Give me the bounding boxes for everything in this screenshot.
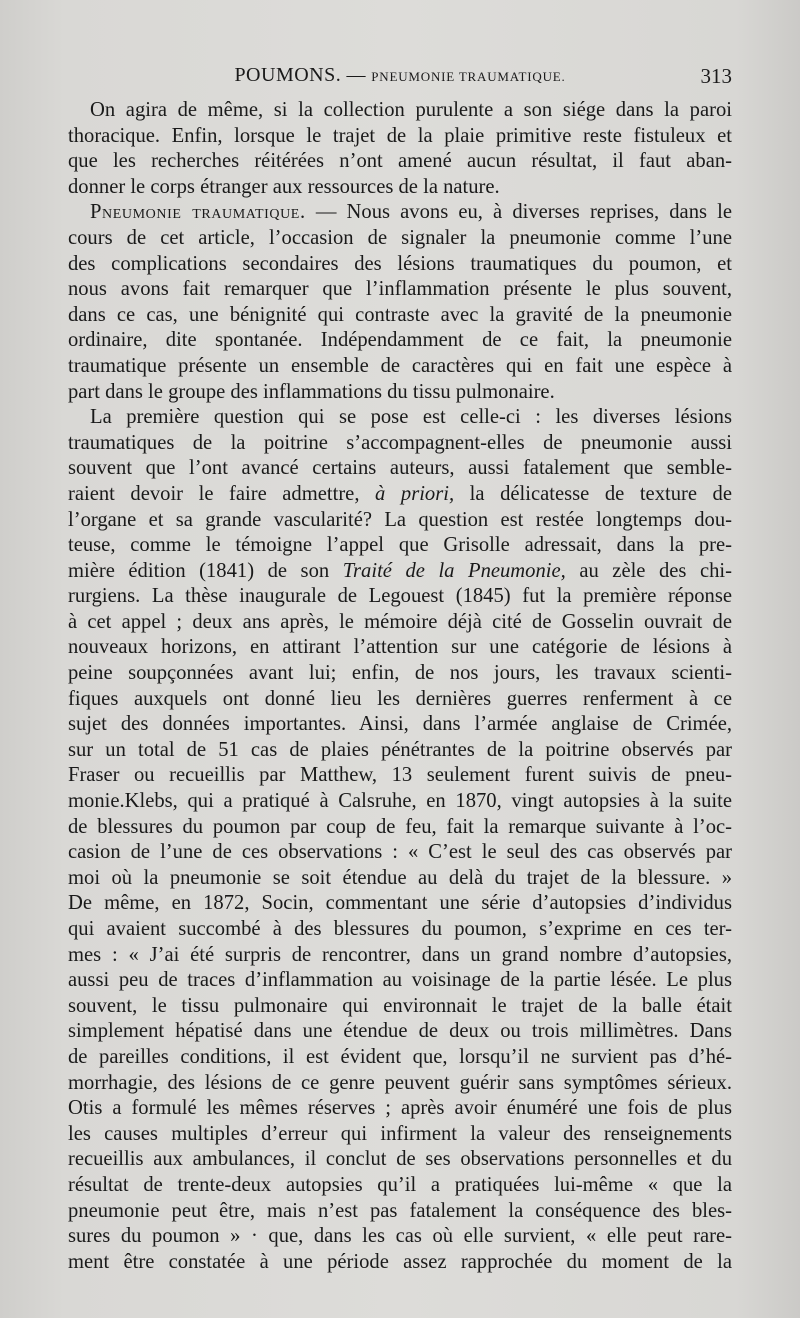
section-heading: Pneumonie traumatique.	[90, 201, 306, 224]
text-line: mes : « J’ai été surpris de rencontrer, dans un grand nombre d’autopsies,	[68, 943, 732, 966]
text-line: nouveaux horizons, en attirant l’attention sur une catégorie de lésions à	[68, 636, 732, 659]
text-line: morrhagie, des lésions de ce genre peuvent guérir sans symptômes sérieux.	[68, 1071, 732, 1094]
text-line: l’organe et sa grande vascularité? La question est restée longtemps dou-	[68, 508, 732, 531]
text-line: ment être constatée à une période assez rapprochée du moment de la	[68, 1250, 732, 1273]
text-line	[68, 200, 732, 226]
text-span: mière édition (1841) de son	[68, 559, 330, 582]
italic-title: Traité de la Pneumonie,	[342, 559, 566, 582]
italic-phrase: à priori,	[375, 482, 455, 505]
text-line	[68, 559, 732, 585]
text-line: rurgiens. La thèse inaugurale de Legouest (1845) fut la première réponse	[68, 585, 732, 608]
text-span: au zèle des chi-	[565, 559, 732, 582]
text-line: des complications secondaires des lésions traumatiques du poumon, et	[68, 252, 732, 275]
text-line: pneumonie peut être, mais n’est pas fatalement la conséquence des bles-	[68, 1199, 732, 1222]
text-line: simplement hépatisé dans une étendue de deux ou trois millimètres. Dans	[68, 1020, 732, 1043]
text-line: Fraser ou recueillis par Matthew, 13 seulement furent suivis de pneu-	[68, 764, 732, 787]
text-line: sures du poumon » · que, dans les cas où elle survient, « elle peut rare-	[68, 1225, 732, 1248]
text-line: monie.Klebs, qui a pratiqué à Calsruhe, en 1870, vingt autopsies à la suite	[68, 790, 732, 813]
text-line: On agira de même, si la collection purulente a son siége dans la paroi	[90, 99, 732, 121]
text-line: qui avaient succombé à des blessures du poumon, s’exprime en ces ter-	[68, 918, 732, 940]
running-header	[68, 64, 732, 94]
text-line: de blessures du poumon par coup de feu, fait la remarque suivante à l’oc-	[68, 815, 732, 838]
text-line: ordinaire, dite spontanée. Indépendamment de ce fait, la pneumonie	[68, 329, 732, 352]
running-title-dash: —	[341, 65, 372, 86]
text-line: résultat de trente-deux autopsies qu’il a pratiquées lui-même « que la	[68, 1173, 732, 1196]
text-line: casion de l’une de ces observations : « C’est le seul des cas observés par	[68, 841, 732, 864]
running-title-main: POUMONS.	[234, 64, 342, 86]
text-line	[68, 482, 732, 508]
text-line: Otis a formulé les mêmes réserves ; après avoir énuméré une fois de plus	[68, 1097, 732, 1120]
text-line: part dans le groupe des inflammations du tissu pulmonaire.	[68, 380, 555, 403]
page-number: 313	[700, 64, 732, 88]
text-line: souvent que l’ont avancé certains auteurs, aussi fatalement que semble-	[68, 457, 732, 480]
text-line: de pareilles conditions, il est évident que, lorsqu’il ne survient pas d’hé-	[68, 1045, 732, 1068]
text-line: cours de cet article, l’occasion de signaler la pneumonie comme l’une	[68, 226, 732, 249]
running-title	[68, 64, 732, 87]
body-text	[68, 98, 732, 1275]
text-line: à cet appel ; deux ans après, le mémoire déjà cité de Gosselin ouvrait de	[68, 610, 732, 633]
text-line: recueillis aux ambulances, il conclut de ses observations personnelles et du	[68, 1148, 732, 1171]
text-line: thoracique. Enfin, lorsque le trajet de la plaie primitive reste fistuleux et	[68, 124, 732, 147]
text-line: dans ce cas, une bénignité qui contraste avec la gravité de la pneumonie	[68, 303, 732, 326]
text-line: traumatique présente un ensemble de caractères qui en fait une espèce à	[68, 354, 732, 377]
text-line: traumatiques de la poitrine s’accompagnent-elles de pneumonie aussi	[68, 431, 732, 454]
text-line: aussi peu de traces d’inflammation au voisinage de la partie lésée. Le plus	[68, 969, 732, 992]
running-title-sub: PNEUMONIE TRAUMATIQUE.	[371, 69, 566, 84]
text-line: moi où la pneumonie se soit étendue au delà du trajet de la blessure. »	[68, 866, 732, 889]
text-line: teuse, comme le témoigne l’appel que Grisolle adressait, dans la pre-	[68, 534, 732, 557]
text-line: sujet des données importantes. Ainsi, dans l’armée anglaise de Crimée,	[68, 713, 732, 736]
text-line: De même, en 1872, Socin, commentant une série d’autopsies d’individus	[68, 892, 732, 915]
text-span: raient devoir le faire admettre,	[68, 482, 360, 505]
text-line: La première question qui se pose est celle-ci : les diverses lésions	[90, 406, 732, 429]
text-span: la délicatesse de texture de	[454, 482, 732, 505]
text-line: que les recherches réitérées n’ont amené aucun résultat, il faut aban-	[68, 150, 732, 173]
text-line: les causes multiples d’erreur qui infirment la valeur des renseignements	[68, 1122, 732, 1145]
text-line: peine soupçonnées avant lui; enfin, de nos jours, les travaux scienti-	[68, 662, 732, 685]
text-line: sur un total de 51 cas de plaies pénétrantes de la poitrine observés par	[68, 738, 732, 761]
text-line: nous avons fait remarquer que l’inflammation présente le plus souvent,	[68, 278, 732, 301]
text-line: souvent, le tissu pulmonaire qui environnait le trajet de la balle était	[68, 994, 732, 1017]
text-line: donner le corps étranger aux ressources de la nature.	[68, 175, 500, 198]
text-span: — Nous avons eu, à diverses reprises, dans le	[305, 201, 732, 224]
text-line: fiques auxquels ont donné lieu les dernières guerres renferment à ce	[68, 687, 732, 710]
